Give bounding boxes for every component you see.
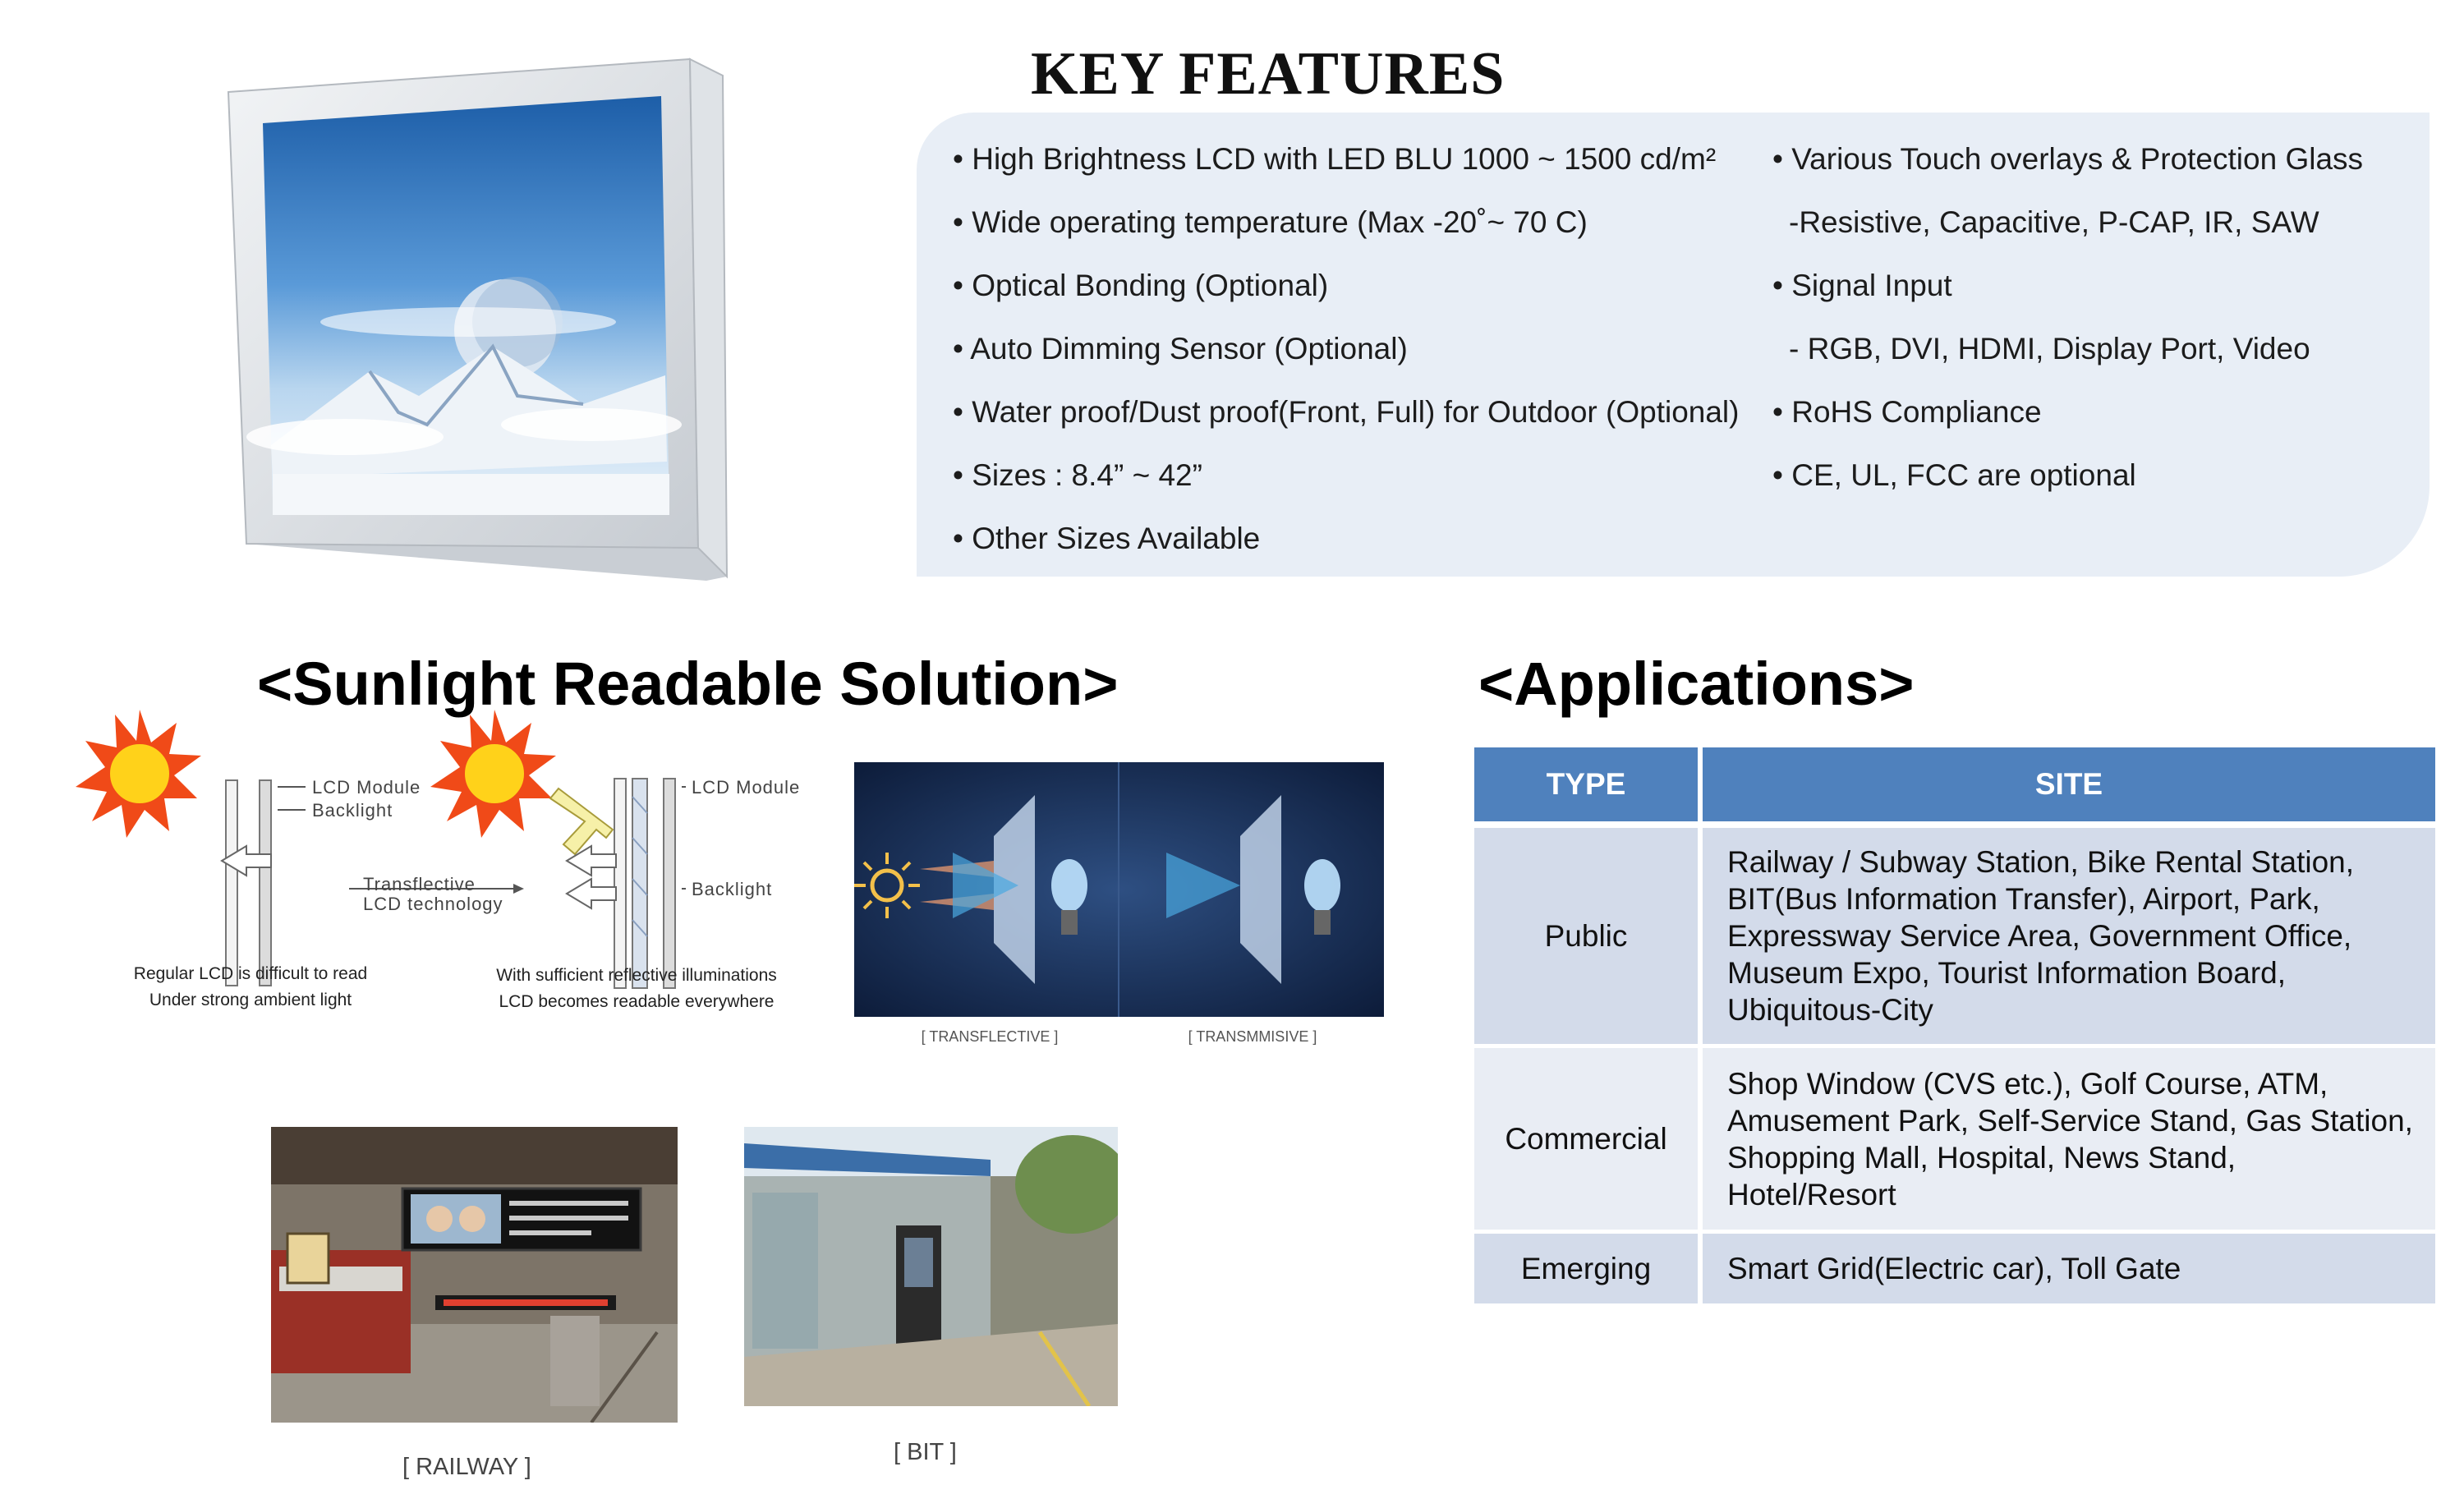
feature-item: • Water proof/Dust proof(Front, Full) for Outdoor (Optional) [953, 395, 1740, 429]
diagram1-caption-line1: Regular LCD is difficult to read [133, 964, 368, 983]
feature-item: • Sizes : 8.4” ~ 42” [953, 458, 1202, 492]
transflective-label: Transflective [363, 874, 476, 894]
sun-icon [430, 710, 556, 838]
bit-photo [744, 1127, 1118, 1406]
feature-item: • RoHS Compliance [1772, 395, 2042, 429]
feature-item: • CE, UL, FCC are optional [1772, 458, 2136, 492]
sun-icon [76, 710, 201, 838]
feature-item: • Other Sizes Available [953, 522, 1261, 555]
bit-caption: [ BIT ] [894, 1439, 957, 1465]
type-cell: Public [1474, 828, 1703, 1048]
type-cell: Commercial [1474, 1048, 1703, 1234]
lcd-technology-label: LCD technology [363, 894, 503, 914]
applications-table [1474, 747, 2435, 1308]
feature-item: • High Brightness LCD with LED BLU 1000 ~ 1500 cd/m² [953, 142, 1717, 176]
applications-heading: <Applications> [1478, 650, 1915, 718]
site-cell: Smart Grid(Electric car), Toll Gate [1703, 1234, 2435, 1308]
diagram2-caption-line2: LCD becomes readable everywhere [499, 992, 775, 1011]
table-header-row [1474, 747, 2435, 828]
column-header-type: TYPE [1474, 747, 1703, 828]
diagram2-lcd-module-label: LCD Module [692, 777, 801, 798]
feature-item: • Auto Dimming Sensor (Optional) [953, 332, 1408, 366]
sunlight-heading: <Sunlight Readable Solution> [257, 650, 1119, 718]
feature-item: • Various Touch overlays & Protection Glass [1772, 142, 2364, 176]
diagram2-backlight-label: Backlight [692, 879, 773, 899]
transflective-caption: [ TRANSFLECTIVE ] [921, 1028, 1059, 1045]
diagram2-caption-line1: With sufficient reflective illuminations [496, 966, 777, 985]
site-cell: Shop Window (CVS etc.), Golf Course, ATM, Amusement Park, Self-Service Stand, Gas Station, Shopping Mall, Hospital, News Stand, Hotel/Resort [1703, 1048, 2435, 1234]
diagram1-caption-line2: Under strong ambient light [149, 991, 352, 1009]
table-row [1474, 1234, 2435, 1308]
key-features-title: KEY FEATURES [1031, 40, 1506, 108]
monitor-product-image [222, 51, 739, 585]
diagram1-lcd-module-label: LCD Module [312, 777, 421, 798]
transflective-transmissive-illustration [854, 762, 1384, 1017]
type-cell: Emerging [1474, 1234, 1703, 1308]
table-row [1474, 1048, 2435, 1234]
transmissive-caption: [ TRANSMMISIVE ] [1188, 1028, 1317, 1045]
railway-photo [271, 1127, 678, 1423]
diagram1-backlight-label: Backlight [312, 800, 393, 821]
feature-subitem: - RGB, DVI, HDMI, Display Port, Video [1789, 332, 2310, 366]
feature-item: • Optical Bonding (Optional) [953, 269, 1329, 302]
feature-item: • Wide operating temperature (Max -20˚~ 70 C) [953, 205, 1588, 239]
feature-subitem: -Resistive, Capacitive, P-CAP, IR, SAW [1789, 205, 2319, 239]
site-cell: Railway / Subway Station, Bike Rental Station, BIT(Bus Information Transfer), Airport, Park, Expressway Service Area, Government Office, Museum Expo, Tourist Information Board, Ubiquitous-City [1703, 828, 2435, 1048]
feature-item: • Signal Input [1772, 269, 1952, 302]
railway-caption: [ RAILWAY ] [402, 1454, 531, 1480]
table-row [1474, 828, 2435, 1048]
column-header-site: SITE [1703, 747, 2435, 828]
